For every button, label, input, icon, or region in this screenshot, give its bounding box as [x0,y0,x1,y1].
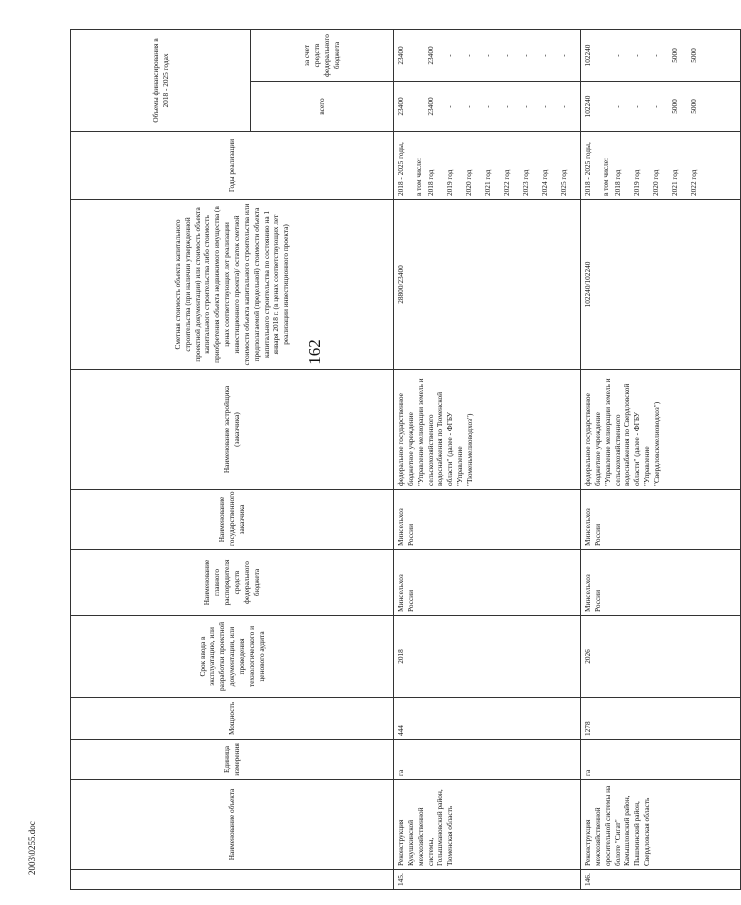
total-value: - [464,105,473,108]
row-object-name: Реконструкция межхозяйственной оросительной системы на болоте "Сигат" Камышловский район, Пышминский район, Свердловская область [581,780,741,870]
header-years: Годы реализации [71,132,394,200]
federal-value: - [521,54,530,57]
row-number: 145. [394,870,581,890]
row-customer: Минсельхоз России [581,490,741,550]
header-row [71,29,251,889]
federal-value: - [464,54,473,57]
footer-doc-name: 2003\0255.doc [27,821,37,875]
year-label: 2018 - 2025 годы, [396,142,405,196]
federal-value: - [445,54,454,57]
year-label: 2019 год [445,169,454,196]
year-label: 2020 год [464,169,473,196]
row-estimated-cost: 28800/23400 [394,200,581,370]
year-label: в том числе: [414,157,423,196]
row-federal [581,29,741,81]
row-unit: га [394,740,581,780]
total-value: - [632,105,641,108]
total-value: 5000 [689,99,698,114]
header-name: Наименование объекта [71,780,394,870]
row-developer: федеральное государственное бюджетное учреждение "Управление мелиорации земель и сельскохозяйственного водоснабжения по Свердловской области" (далее - ФГБУ "Управление "Свердловскмелиоводхоз") [581,370,741,490]
row-unit: га [581,740,741,780]
header-developer: Наименование застройщика (заказчика) [71,370,394,490]
total-value: 23400 [426,97,435,116]
total-value: - [521,105,530,108]
total-value: - [613,105,622,108]
year-label: в том числе: [601,157,610,196]
row-number: 146. [581,870,741,890]
year-label: 2018 год [613,169,622,196]
year-label: 2025 год [559,169,568,196]
year-label: 2020 год [651,169,660,196]
row-main-manager: Минсельхоз России [581,550,741,616]
header-main-manager: Наименование главного распорядителя средств федерального бюджета [71,550,394,616]
row-main-manager: Минсельхоз России [394,550,581,616]
investment-objects-table [70,29,741,890]
header-federal: за счет средств федерального бюджета [251,29,394,81]
row-customer: Минсельхоз России [394,490,581,550]
row-commissioning: 2026 [581,616,741,698]
total-value: 102240 [583,95,592,118]
total-value: - [540,105,549,108]
federal-value: - [651,54,660,57]
row-estimated-cost: 102240/102240 [581,200,741,370]
row-years [581,132,741,200]
rotated-table-container [70,30,698,890]
federal-value: 102240 [583,44,592,67]
federal-value: 23400 [426,46,435,65]
row-developer: федеральное государственное бюджетное учреждение "Управление мелиорации земель и сельскохозяйственного водоснабжения по Тюменской области" (далее - ФГБУ "Управление "Тюменьмелиоводхоз") [394,370,581,490]
row-years [394,132,581,200]
total-value: - [445,105,454,108]
federal-value: 5000 [689,48,698,63]
total-value: - [559,105,568,108]
total-value: - [483,105,492,108]
federal-value: 23400 [396,46,405,65]
year-label: 2018 - 2025 годы, [583,142,592,196]
federal-value: - [502,54,511,57]
federal-value: 5000 [670,48,679,63]
year-label: 2018 год [426,169,435,196]
federal-value: - [632,54,641,57]
header-estimated-cost: Сметная стоимость объекта капитального строительства (при наличии утвержденной проектной документации) или стоимость объекта капитального строительства либо стоимость приобретения объекта недвижимого имущества (в ценах соответствующих лет реализации инвестиционного проекта)/ остаток сметной стоимости объекта капитального строительства или предполагаемой (предельной) стоимости объекта капитального строительства по состоянию на 1 января 2018 г. (в ценах соответствующих лет реализации инвестиционного проекта) [71,200,394,370]
year-label: 2021 год [483,169,492,196]
row-federal [394,29,581,81]
row-commissioning: 2018 [394,616,581,698]
row-object-name: Реконструкция Кукушкинской межхозяйственной системы, Голышмановский район, Тюменская область [394,780,581,870]
federal-value: - [540,54,549,57]
total-value: 23400 [396,97,405,116]
row-total [581,82,741,132]
page-number: 162 [304,339,324,365]
header-funding-group: Объемы финансирования в 2018 - 2025 годах [71,29,251,131]
row-capacity: 1278 [581,698,741,740]
table-row [581,29,741,889]
header-unit: Единица измерения [71,740,394,780]
year-label: 2024 год [540,169,549,196]
total-value: - [502,105,511,108]
federal-value: - [613,54,622,57]
header-commissioning: Срок ввода в эксплуатацию, или разработки проектной документации, или проведения технологического и ценового аудита [71,616,394,698]
header-capacity: Мощность [71,698,394,740]
year-label: 2021 год [670,169,679,196]
total-value: - [651,105,660,108]
year-label: 2022 год [689,169,698,196]
row-capacity: 444 [394,698,581,740]
header-customer: Наименование государственного заказчика [71,490,394,550]
table-row [394,29,581,889]
header-total: всего [251,82,394,132]
total-value: 5000 [670,99,679,114]
year-label: 2023 год [521,169,530,196]
federal-value: - [559,54,568,57]
year-label: 2022 год [502,169,511,196]
row-total [394,82,581,132]
federal-value: - [483,54,492,57]
year-label: 2019 год [632,169,641,196]
